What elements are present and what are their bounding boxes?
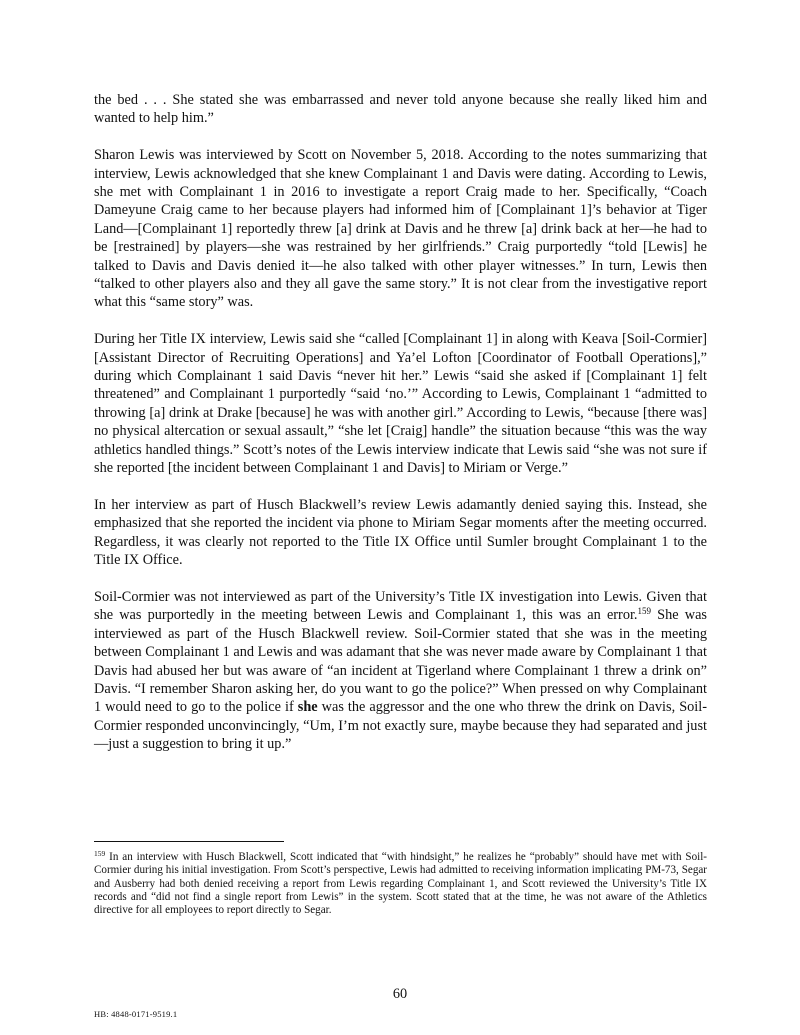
footnote-text: In an interview with Husch Blackwell, Scott indicated that “with hindsight,” he realizes he “probably” should have met with Soil-Cormier during his initial investigation. From Scott’s perspective, Lewis had admitted to receiving information implicating PM-73, Segar and Ausberry had both denied receiving a report from Lewis regarding Complainant 1, and Scott reviewed the University’s Title IX records and “did not find a single report from Lewis” in the system. Scott stated that at the time, he was not aware of the Athletics directive for all employees to report directly to Segar. — [94, 851, 707, 917]
emphasis: she — [297, 699, 318, 716]
footnote-number: 159 — [94, 849, 106, 858]
footnote-divider — [94, 841, 284, 842]
paragraph-continuation: the bed . . . She stated she was embarrassed and never told anyone because she really liked him and wanted to help him.” — [94, 92, 707, 127]
paragraph-husch-blackwell-review: In her interview as part of Husch Blackwell’s review Lewis adamantly denied saying this. Instead, she emphasized that she reported the incident via phone to Miriam Segar moments after the meeting occurred. Regardless, it was clearly not reported to the Title IX Office until Sumler brought Complainant 1 to the Title IX Office. — [94, 496, 707, 569]
paragraph-soil-cormier: Soil-Cormier was not interviewed as part of the University’s Title IX investigation into Lewis. Given that she was purportedly in the meeting between Lewis and Complainant 1, this was an error.$^{159}$ She was interviewed as part of the Husch Blackwell review. Soil-Cormier stated that she was in the meeting between Complainant 1 and Lewis and was adamant that she was never made aware by Complainant 1 that Davis had abused her but was aware of “an incident at Tigerland where Complainant 1 threw a drink on” Davis. “I remember Sharon asking her, do you want to go the police?” When pressed on why Complainant 1 would need to go to the police if she was the aggressor and the one who threw the drink on Davis, Soil-Cormier responded unconvincingly, “Um, I’m not exactly sure, maybe because they had separated and just—just a suggestion to bring it up.” — [94, 588, 707, 753]
paragraph-title-ix-interview: During her Title IX interview, Lewis said she “called [Complainant 1] in along with Keava [Soil-Cormier] [Assistant Director of Recruiting Operations] and Ya’el Lofton [Coordinator of Football Operations],” during which Complainant 1 said Davis “never hit her.” Lewis “said she asked if [Complainant 1] felt threatened” and Complainant 1 purportedly “said ‘no.’” According to Lewis, Complainant 1 “admitted to throwing [a] drink at Drake [because] he was with another girl.” According to Lewis, “because [there was] no physical altercation or sexual assault,” “she let [Craig] handle” the situation because “this was the way athletics handled things.” Scott’s notes of the Lewis interview indicate that Lewis said “she was not sure if she reported [the incident between Complainant 1 and Davis] to Miriam or Verge.” — [94, 331, 707, 477]
paragraph-lewis-interview: Sharon Lewis was interviewed by Scott on November 5, 2018. According to the notes summarizing that interview, Lewis acknowledged that she knew Complainant 1 and Davis were dating. According to Lewis, she met with Complainant 1 in 2016 to investigate a report Craig made to her. Specifically, “Coach Dameyune Craig came to her because players had informed him of [Complainant 1]’s behavior at Tiger Land—[Complainant 1] reportedly threw [a] drink at Davis and he threw [a] drink back at her—he had to be [restrained] by players—she was restrained by her girlfriends.” Craig purportedly “told [Lewis] he talked to Davis and Davis denied it—he also talked with other player witnesses.” In turn, Lewis then “talked to other players also and they all gave the same story.” It is not clear from the investigative report what this “same story” was. — [94, 147, 707, 311]
footnote — [94, 851, 707, 917]
page-number: 60 — [392, 986, 408, 1002]
body-text — [94, 91, 707, 772]
document-id: HB: 4848-0171-9519.1 — [94, 1009, 178, 1019]
footnote-reference: 159 — [637, 606, 652, 617]
